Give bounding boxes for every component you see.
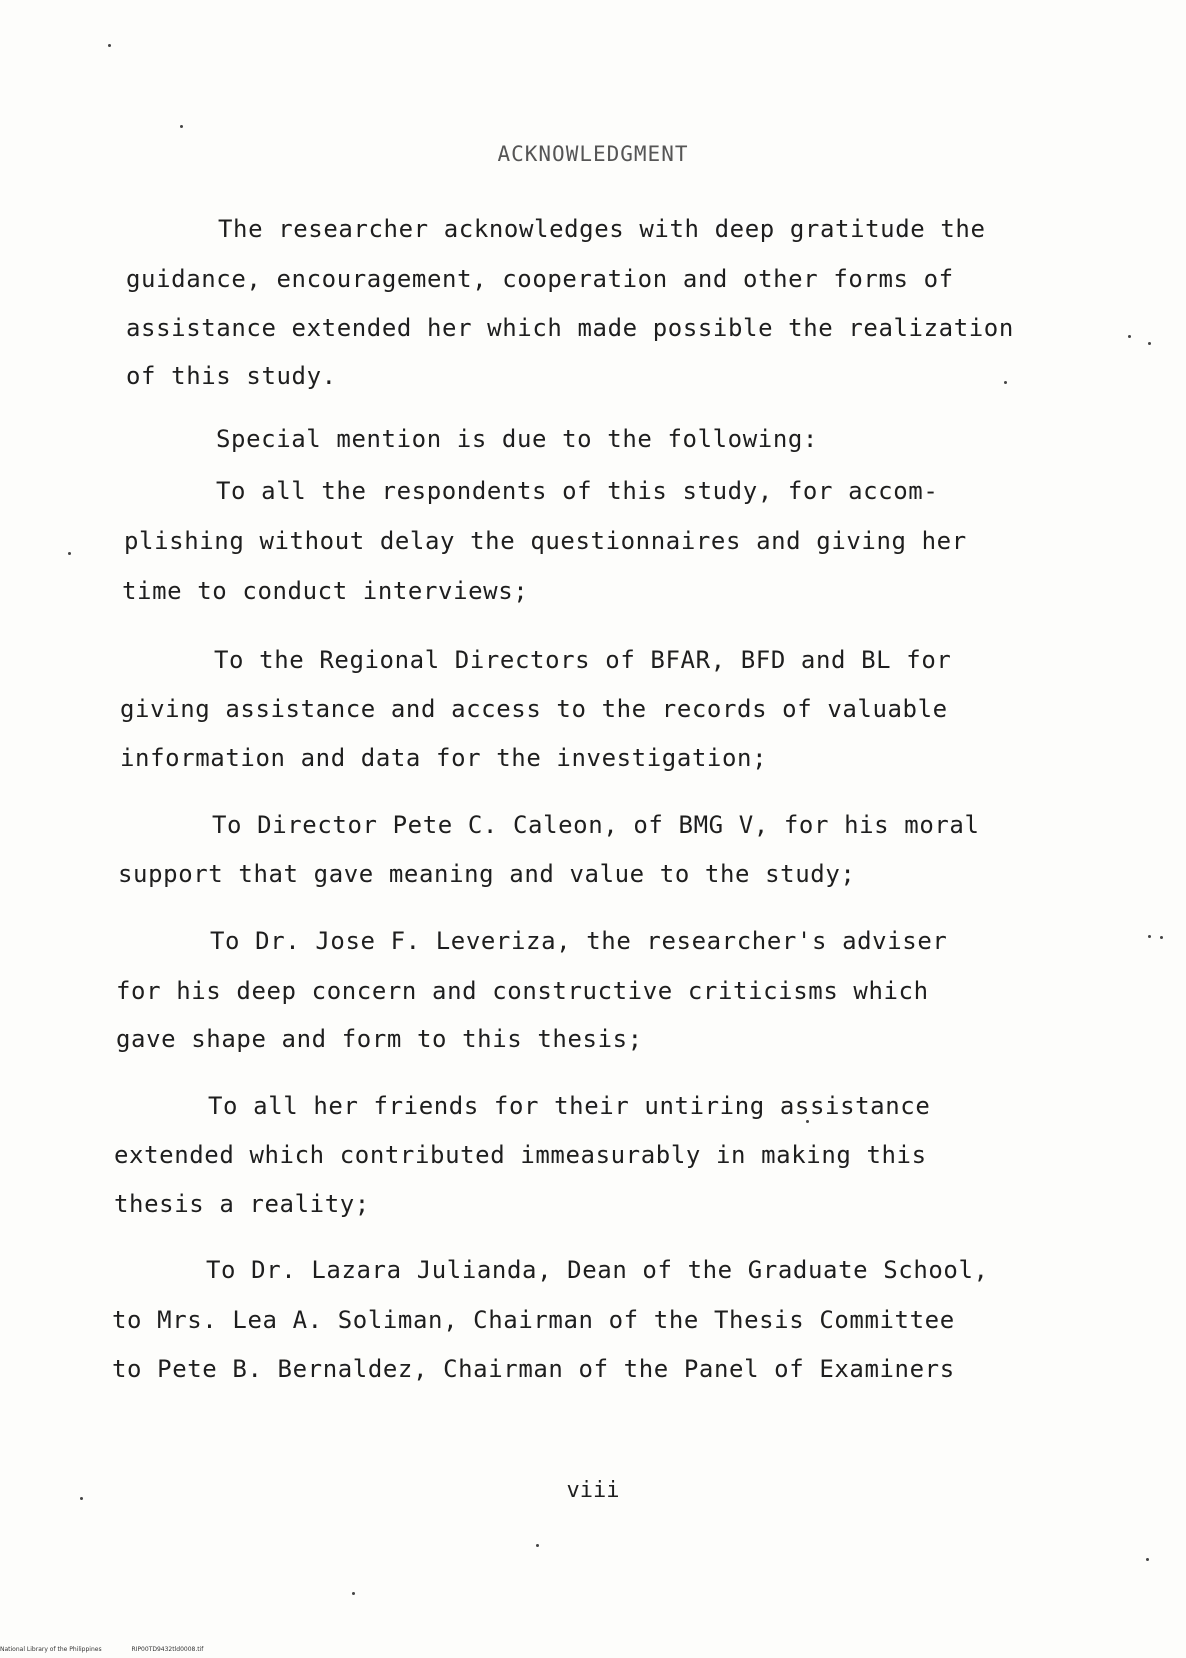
- scan-speck: [68, 552, 71, 555]
- scan-speck: [180, 125, 183, 128]
- paragraph-1-line-2: guidance, encouragement, cooperation and other forms of: [126, 265, 954, 293]
- paragraph-8-line-3: to Pete B. Bernaldez, Chairman of the Panel of Examiners: [112, 1355, 955, 1383]
- paragraph-1-line-1: The researcher acknowledges with deep gratitude the: [218, 215, 986, 243]
- scan-speck: [1148, 342, 1151, 345]
- paragraph-1-line-3: assistance extended her which made possible the realization: [126, 314, 1014, 342]
- scan-speck: [1146, 1558, 1149, 1561]
- paragraph-5-line-1: To Director Pete C. Caleon, of BMG V, for his moral: [212, 811, 980, 839]
- paragraph-7-line-3: thesis a reality;: [114, 1190, 370, 1218]
- paragraph-5-line-2: support that gave meaning and value to the study;: [118, 860, 856, 888]
- document-title: ACKNOWLEDGMENT: [497, 142, 689, 166]
- scan-speck: [1160, 936, 1163, 939]
- paragraph-6-line-1: To Dr. Jose F. Leveriza, the researcher's adviser: [210, 927, 948, 955]
- scan-speck: [1128, 335, 1131, 338]
- scan-footer: [0, 1646, 231, 1653]
- paragraph-6-line-3: gave shape and form to this thesis;: [116, 1025, 643, 1053]
- paragraph-6-line-2: for his deep concern and constructive criticisms which: [116, 977, 929, 1005]
- page-number: viii: [566, 1478, 620, 1503]
- scan-speck: [80, 1497, 83, 1500]
- footer-file: RIP00TD9432tld0008.tif: [131, 1646, 204, 1653]
- scan-speck: [352, 1592, 355, 1595]
- scan-speck: [536, 1544, 539, 1547]
- paragraph-4-line-2: giving assistance and access to the records of valuable: [120, 695, 948, 723]
- paragraph-8-line-2: to Mrs. Lea A. Soliman, Chairman of the Thesis Committee: [112, 1306, 955, 1334]
- paragraph-3-line-3: time to conduct interviews;: [122, 577, 529, 605]
- footer-library: National Library of the Philippines: [0, 1646, 102, 1653]
- paragraph-7-line-2: extended which contributed immeasurably in making this: [114, 1141, 927, 1169]
- paragraph-4-line-3: information and data for the investigation;: [120, 744, 768, 772]
- paragraph-3-line-2: plishing without delay the questionnaires and giving her: [124, 527, 967, 555]
- scan-speck: [108, 44, 111, 47]
- paragraph-3-line-1: To all the respondents of this study, for accom-: [216, 477, 939, 505]
- paragraph-2-line-1: Special mention is due to the following:: [216, 425, 818, 453]
- scan-speck: [1148, 935, 1151, 938]
- scan-speck: [806, 1120, 809, 1123]
- paragraph-1-line-4: of this study.: [126, 362, 337, 390]
- scan-speck: [1004, 381, 1007, 384]
- paragraph-7-line-1: To all her friends for their untiring assistance: [208, 1092, 931, 1120]
- paragraph-4-line-1: To the Regional Directors of BFAR, BFD and BL for: [214, 646, 952, 674]
- paragraph-8-line-1: To Dr. Lazara Julianda, Dean of the Graduate School,: [206, 1256, 989, 1284]
